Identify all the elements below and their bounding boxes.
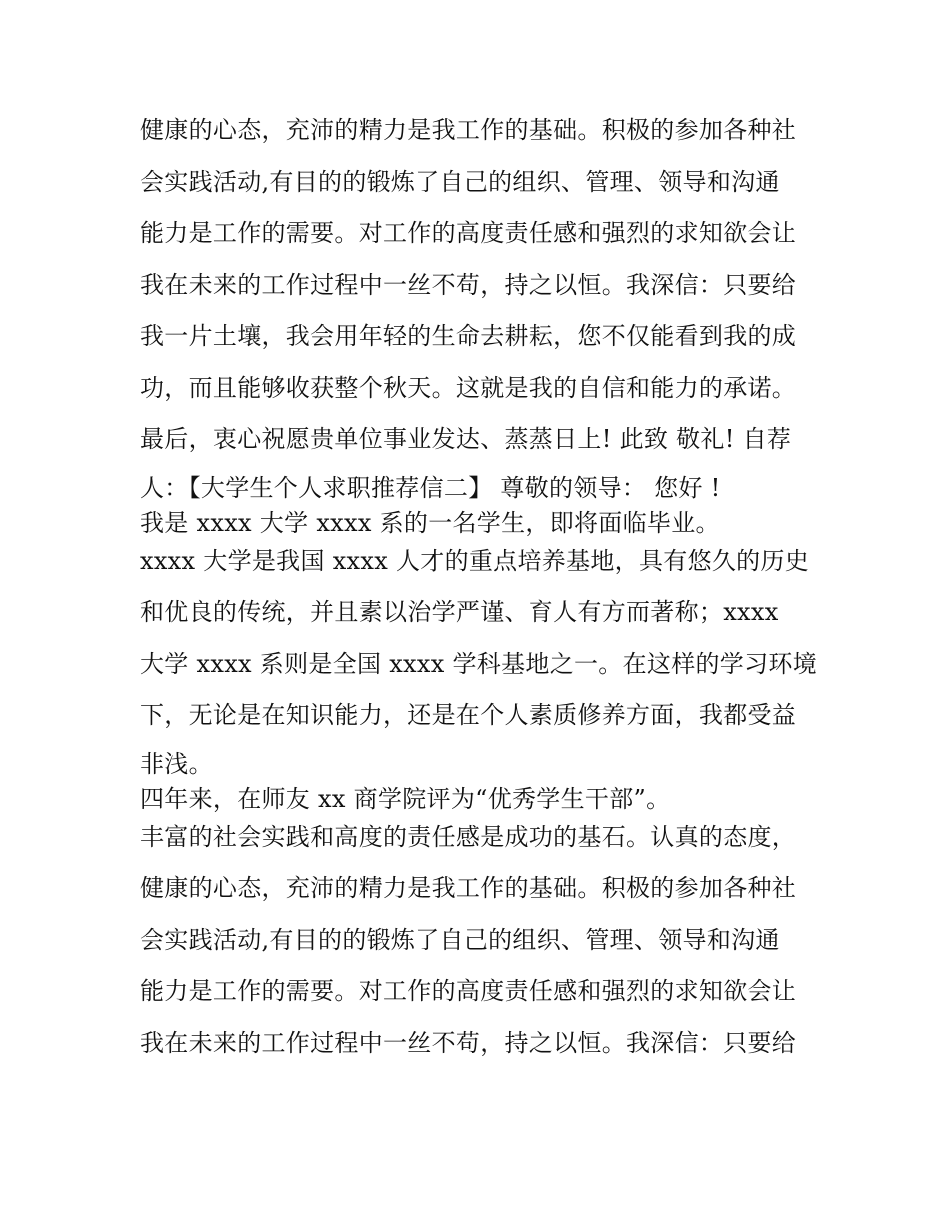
text-line-9: 我是 xxxx 大学 xxxx 系的一名学生，即将面临毕业。 — [140, 508, 720, 537]
text-line-16: 丰富的社会实践和高度的责任感是成功的基石。认真的态度， — [140, 822, 797, 851]
text-line-2: 会实践活动,有目的的锻炼了自己的组织、管理、领导和沟通 — [140, 167, 780, 196]
text-line-6: 功，而且能够收获整个秋天。这就是我的自信和能力的承诺。 — [140, 373, 797, 402]
text-line-17: 健康的心态，充沛的精力是我工作的基础。积极的参加各种社 — [140, 874, 797, 902]
text-line-20: 我在未来的工作过程中一丝不苟，持之以恒。我深信：只要给 — [140, 1028, 797, 1057]
text-line-5: 我一片土壤，我会用年轻的生命去耕耘，您不仅能看到我的成 — [140, 322, 797, 350]
text-line-19: 能力是工作的需要。对工作的高度责任感和强烈的求知欲会让 — [140, 977, 797, 1005]
text-line-10: xxxx 大学是我国 xxxx 人才的重点培养基地，具有悠久的历史 — [140, 546, 810, 575]
text-line-13: 下，无论是在知识能力，还是在个人素质修养方面，我都受益 — [140, 701, 797, 729]
text-line-4: 我在未来的工作过程中一丝不苟，持之以恒。我深信：只要给 — [140, 270, 797, 299]
text-line-11: 和优良的传统，并且素以治学严谨、育人有方而著称；xxxx — [140, 598, 779, 626]
letter-body — [140, 110, 820, 1074]
text-line-18: 会实践活动,有目的的锻炼了自己的组织、管理、领导和沟通 — [140, 925, 780, 954]
text-line-8: 人：【大学生个人求职推荐信二】 尊敬的领导： 您好 ! — [140, 473, 721, 502]
text-line-15: 四年来，在师友 xx 商学院评为“优秀学生干部”。 — [140, 784, 671, 813]
text-line-14: 非浅。 — [140, 749, 213, 778]
text-line-12: 大学 xxxx 系则是全国 xxxx 学科基地之一。在这样的学习环境 — [140, 649, 817, 678]
text-line-1: 健康的心态，充沛的精力是我工作的基础。积极的参加各种社 — [140, 116, 797, 144]
text-line-3: 能力是工作的需要。对工作的高度责任感和强烈的求知欲会让 — [140, 219, 797, 247]
text-line-7: 最后，衷心祝愿贵单位事业发达、蒸蒸日上! 此致 敬礼! 自荐 — [140, 425, 792, 453]
